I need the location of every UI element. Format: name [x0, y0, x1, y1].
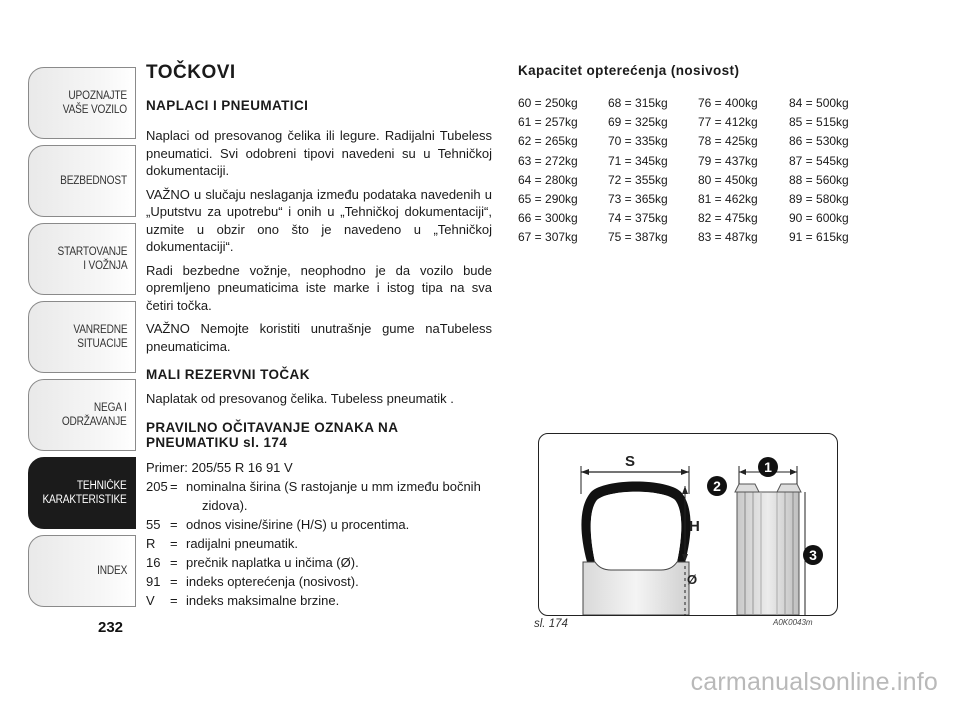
capacity-cell: 87 = 545kg [789, 153, 849, 168]
definition-value: indeks maksimalne brzine. [186, 592, 340, 608]
figure-code: A0K0043m [773, 618, 813, 627]
capacity-table [518, 94, 848, 248]
capacity-heading: Kapacitet opterećenja (nosivost) [518, 63, 740, 78]
page-number: 232 [98, 619, 124, 636]
capacity-cell: 84 = 500kg [789, 96, 849, 110]
definition-value: prečnik naplatka u inčima (Ø). [186, 554, 359, 570]
label-h: H [689, 518, 700, 535]
capacity-cell: 69 = 325kg [608, 115, 668, 130]
tab-label: NEGA I ODRŽAVANJE [62, 402, 127, 428]
marker-2-icon [707, 476, 727, 496]
capacity-cell: 79 = 437kg [698, 153, 758, 168]
tab-index[interactable] [28, 535, 136, 607]
definition-key: 91 [146, 573, 161, 589]
paragraph: VAŽNO u slučaju neslaganja između podataka navedenih u „Uputstvu za upotrebu“ i onih u „Tehničkoj dokumentaciji“, uzmite u obzir ono što je navedeno u „Tehničkoj dokumentaciji“. [146, 186, 492, 254]
tab-label: STARTOVANJE I VOŽNJA [57, 246, 127, 272]
capacity-cell: 62 = 265kg [518, 134, 578, 149]
capacity-cell: 81 = 462kg [698, 192, 758, 207]
capacity-cell: 71 = 345kg [608, 153, 668, 168]
watermark: carmanualsonline.info [690, 668, 938, 696]
definition-key: 205 [146, 478, 168, 494]
definition-row [146, 572, 492, 591]
capacity-cell: 75 = 387kg [608, 230, 668, 245]
definition-row [146, 591, 492, 610]
marker-3-icon [803, 545, 823, 565]
capacity-cell: 61 = 257kg [518, 115, 578, 130]
arrow-head [790, 469, 797, 475]
definition-value: radijalni pneumatik. [186, 535, 299, 551]
rim-icon [583, 562, 689, 615]
equals-sign: = [170, 478, 178, 494]
equals-sign: = [170, 535, 178, 551]
label-s: S [625, 453, 636, 470]
tire-side-view-icon [735, 484, 801, 615]
capacity-cell: 89 = 580kg [789, 192, 849, 207]
tab-tehnicke[interactable] [28, 457, 136, 529]
tab-label: TEHNIČKE KARAKTERISTIKE [42, 480, 127, 506]
section-heading: PRAVILNO OČITAVANJE OZNAKA NA PNEUMATIKU sl. 174 [146, 419, 398, 450]
tire-diagram-svg [539, 434, 837, 615]
label-diameter: Ø [687, 572, 698, 587]
capacity-cell: 63 = 272kg [518, 153, 578, 168]
definition-row [146, 553, 492, 572]
tab-nega[interactable] [28, 379, 136, 451]
tab-label: UPOZNAJTE VAŠE VOZILO [62, 90, 127, 116]
arrow-head [682, 486, 688, 494]
left-column [146, 62, 492, 610]
equals-sign: = [170, 573, 178, 589]
definition-key: 55 [146, 516, 161, 532]
tab-startovanje[interactable] [28, 223, 136, 295]
capacity-cell: 68 = 315kg [608, 96, 668, 110]
paragraph: Naplaci od presovanog čelika ili legure. Radijalni Tubeless pneumatici. Svi odobreni tipovi navedeni su u Tehničkoj dokumentaciji. [146, 128, 492, 178]
definition-key: V [146, 592, 155, 608]
definition-value: odnos visine/širine (H/S) u procentima. [186, 516, 410, 532]
capacity-cell: 70 = 335kg [608, 134, 668, 149]
example-line: Primer: 205/55 R 16 91 V [146, 459, 293, 475]
equals-sign: = [170, 516, 178, 532]
equals-sign: = [170, 592, 178, 608]
tab-vanredne[interactable] [28, 301, 136, 373]
tab-bezbednost[interactable] [28, 145, 136, 217]
definition-row [146, 515, 492, 534]
arrow-head [739, 469, 746, 475]
capacity-cell: 64 = 280kg [518, 172, 578, 187]
tab-label: VANREDNE SITUACIJE [72, 324, 127, 350]
capacity-cell: 80 = 450kg [698, 172, 758, 187]
capacity-cell: 77 = 412kg [698, 115, 758, 130]
arrow-head [581, 469, 589, 475]
capacity-cell: 85 = 515kg [789, 115, 849, 130]
capacity-cell: 82 = 475kg [698, 211, 758, 226]
arrow-head [681, 469, 689, 475]
tab-label: INDEX [96, 565, 127, 577]
paragraph: Radi bezbedne vožnje, neophodno je da vozilo bude opremljeno pneumaticima iste marke i istog tipa na sva četiri točka. [146, 262, 492, 313]
capacity-cell: 60 = 250kg [518, 96, 578, 110]
definition-row [146, 534, 492, 553]
capacity-cell: 74 = 375kg [608, 211, 668, 226]
capacity-cell: 72 = 355kg [608, 172, 668, 187]
paragraph: VAŽNO Nemojte koristiti unutrašnje gume naTubeless pneumaticima. [146, 321, 492, 354]
capacity-cell: 86 = 530kg [789, 134, 849, 149]
right-column [518, 63, 848, 248]
svg-text:1: 1 [764, 459, 772, 475]
section-heading: NAPLACI I PNEUMATICI [146, 98, 309, 113]
definition-row [146, 477, 492, 496]
capacity-cell: 88 = 560kg [789, 172, 849, 187]
capacity-cell: 76 = 400kg [698, 96, 758, 110]
capacity-cell: 65 = 290kg [518, 192, 578, 207]
tire-diagram [538, 433, 838, 616]
capacity-cell: 78 = 425kg [698, 134, 758, 149]
definition-continuation: zidova). [202, 497, 248, 513]
definition-value: indeks opterećenja (nosivost). [186, 573, 359, 589]
definition-key: 16 [146, 554, 161, 570]
capacity-cell: 66 = 300kg [518, 211, 578, 226]
tab-upoznajte[interactable] [28, 67, 136, 139]
capacity-cell: 67 = 307kg [518, 230, 578, 245]
section-heading: MALI REZERVNI TOČAK [146, 367, 310, 382]
tire-inner [591, 492, 682, 562]
capacity-cell: 83 = 487kg [698, 230, 758, 245]
definition-value: nominalna širina (S rastojanje u mm između bočnih [186, 478, 481, 494]
capacity-cell: 73 = 365kg [608, 192, 668, 207]
paragraph: Naplatak od presovanog čelika. Tubeless pneumatik . [146, 391, 454, 406]
page-title: TOČKOVI [146, 62, 236, 83]
tab-label: BEZBEDNOST [60, 175, 127, 187]
svg-text:2: 2 [713, 478, 721, 494]
capacity-cell: 90 = 600kg [789, 211, 849, 226]
figure-caption: sl. 174 [534, 618, 568, 630]
marker-1-icon [758, 457, 778, 477]
definition-key: R [146, 535, 156, 551]
svg-text:3: 3 [809, 547, 817, 563]
capacity-cell: 91 = 615kg [789, 230, 849, 245]
equals-sign: = [170, 554, 178, 570]
